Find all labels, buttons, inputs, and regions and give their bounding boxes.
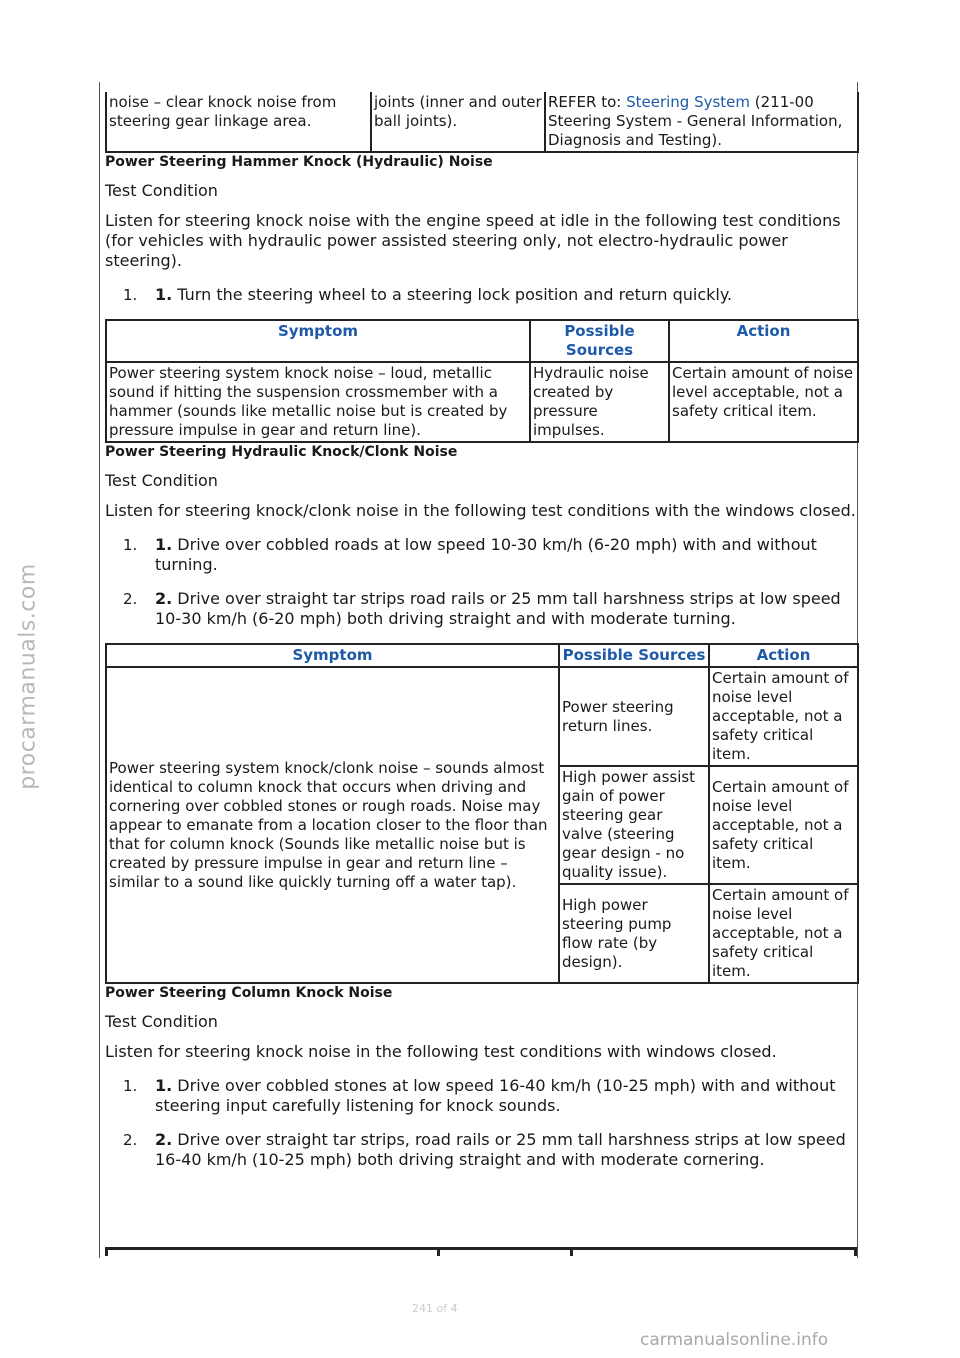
- step-number: 2.: [123, 590, 138, 608]
- step-text: [151, 535, 857, 575]
- table-row: [106, 362, 858, 442]
- table-row: [106, 667, 858, 766]
- step-item: [105, 1076, 857, 1116]
- symptom-table-2: [105, 643, 859, 984]
- step-item: [105, 1130, 857, 1170]
- table-cell-symptom: Power steering system knock/clonk noise – sounds almost identical to column knock that occurs when driving and cornering over cobbled stones or rough roads. Noise may appear to emanate from a location closer to the floor than that for column knock (Sounds like metallic noise but is created by pressure impulse in gear and return line – similar to a sound like quickly turning off a water tap).: [106, 667, 559, 983]
- test-condition-heading: Test Condition: [105, 181, 218, 200]
- step-bold-number: 1.: [155, 285, 173, 304]
- symptom-table-1: [105, 319, 859, 443]
- header-possible-sources: Possible Sources: [559, 644, 709, 667]
- table-cell: noise – clear knock noise from steering gear linkage area.: [106, 92, 371, 152]
- section-title: Power Steering Hydraulic Knock/Clonk Noise: [105, 444, 458, 460]
- table-cell: Certain amount of noise level acceptable, not a safety critical item.: [669, 362, 858, 442]
- table-divider: [437, 1247, 440, 1256]
- section-title: Power Steering Hammer Knock (Hydraulic) Noise: [105, 154, 493, 170]
- table-cell: Power steering return lines.: [559, 667, 709, 766]
- section-title: Power Steering Column Knock Noise: [105, 985, 393, 1001]
- table-cell: [545, 92, 858, 152]
- page-number: 241 of 4: [412, 1302, 458, 1315]
- step-text: [151, 589, 857, 629]
- table-corner: [854, 1247, 857, 1256]
- table-cell: Hydraulic noise created by pressure impulses.: [530, 362, 669, 442]
- step-bold-number: 2.: [155, 1130, 173, 1149]
- step-text: [151, 285, 857, 305]
- table-header-row: [106, 644, 858, 667]
- next-table-top-border: [105, 1247, 857, 1250]
- step-bold-number: 1.: [155, 1076, 173, 1095]
- header-action: Action: [709, 644, 858, 667]
- footer-watermark: carmanualsonline.info: [640, 1330, 829, 1350]
- step-item: [105, 589, 857, 629]
- step-bold-number: 2.: [155, 589, 173, 608]
- side-watermark: [8, 0, 48, 1358]
- header-possible-sources: Possible Sources: [530, 320, 669, 362]
- section-intro: Listen for steering knock noise with the engine speed at idle in the following test conditions (for vehicles with hydraulic power assisted steering only, not electro-hydraulic power steering).: [105, 211, 841, 270]
- header-symptom: Symptom: [106, 644, 559, 667]
- table-divider: [570, 1247, 573, 1256]
- table-cell: High power assist gain of power steering gear valve (steering gear design - no quality issue).: [559, 766, 709, 884]
- step-text: [151, 1130, 857, 1170]
- header-action: Action: [669, 320, 858, 362]
- manual-page: [99, 82, 858, 1258]
- section-intro: Listen for steering knock/clonk noise in the following test conditions with the windows closed.: [105, 501, 856, 520]
- step-body: Turn the steering wheel to a steering lock position and return quickly.: [172, 285, 733, 304]
- steering-system-link[interactable]: Steering System: [626, 93, 751, 111]
- step-body: Drive over straight tar strips, road rails or 25 mm tall harshness strips at low speed 16-40 km/h (10-25 mph) both driving straight and with moderate cornering.: [155, 1130, 846, 1169]
- section-intro: Listen for steering knock noise in the following test conditions with windows closed.: [105, 1042, 777, 1061]
- refer-suffix: (211-00 Steering System - General Information, Diagnosis and Testing).: [548, 93, 843, 149]
- test-condition-heading: Test Condition: [105, 1012, 218, 1031]
- table-cell: Power steering system knock noise – loud, metallic sound if hitting the suspension crossmember with a hammer (sounds like metallic noise but is created by pressure impulse in gear and return line).: [106, 362, 530, 442]
- table-cell: Certain amount of noise level acceptable, not a safety critical item.: [709, 766, 858, 884]
- step-item: [105, 535, 857, 575]
- step-number: 1.: [123, 286, 138, 304]
- step-body: Drive over cobbled roads at low speed 10-30 km/h (6-20 mph) with and without turning.: [155, 535, 817, 574]
- table-corner: [105, 1247, 108, 1256]
- step-number: 1.: [123, 1077, 138, 1095]
- table-cell: High power steering pump flow rate (by design).: [559, 884, 709, 983]
- top-continuation-table: [105, 92, 859, 153]
- step-number: 1.: [123, 536, 138, 554]
- table-cell: Certain amount of noise level acceptable, not a safety critical item.: [709, 667, 858, 766]
- test-condition-heading: Test Condition: [105, 471, 218, 490]
- table-cell: joints (inner and outer ball joints).: [371, 92, 545, 152]
- step-bold-number: 1.: [155, 535, 173, 554]
- step-item: [105, 285, 857, 305]
- refer-prefix: REFER to:: [548, 93, 627, 111]
- step-number: 2.: [123, 1131, 138, 1149]
- table-row: [106, 92, 858, 152]
- table-cell: Certain amount of noise level acceptable, not a safety critical item.: [709, 884, 858, 983]
- step-body: Drive over straight tar strips road rails or 25 mm tall harshness strips at low speed 10-30 km/h (6-20 mph) both driving straight and with moderate turning.: [155, 589, 841, 628]
- step-body: Drive over cobbled stones at low speed 16-40 km/h (10-25 mph) with and without steering input carefully listening for knock sounds.: [155, 1076, 836, 1115]
- step-text: [151, 1076, 857, 1116]
- header-symptom: Symptom: [106, 320, 530, 362]
- table-header-row: [106, 320, 858, 362]
- side-watermark-text: procarmanuals.com: [15, 563, 41, 790]
- page-content: [105, 82, 857, 1170]
